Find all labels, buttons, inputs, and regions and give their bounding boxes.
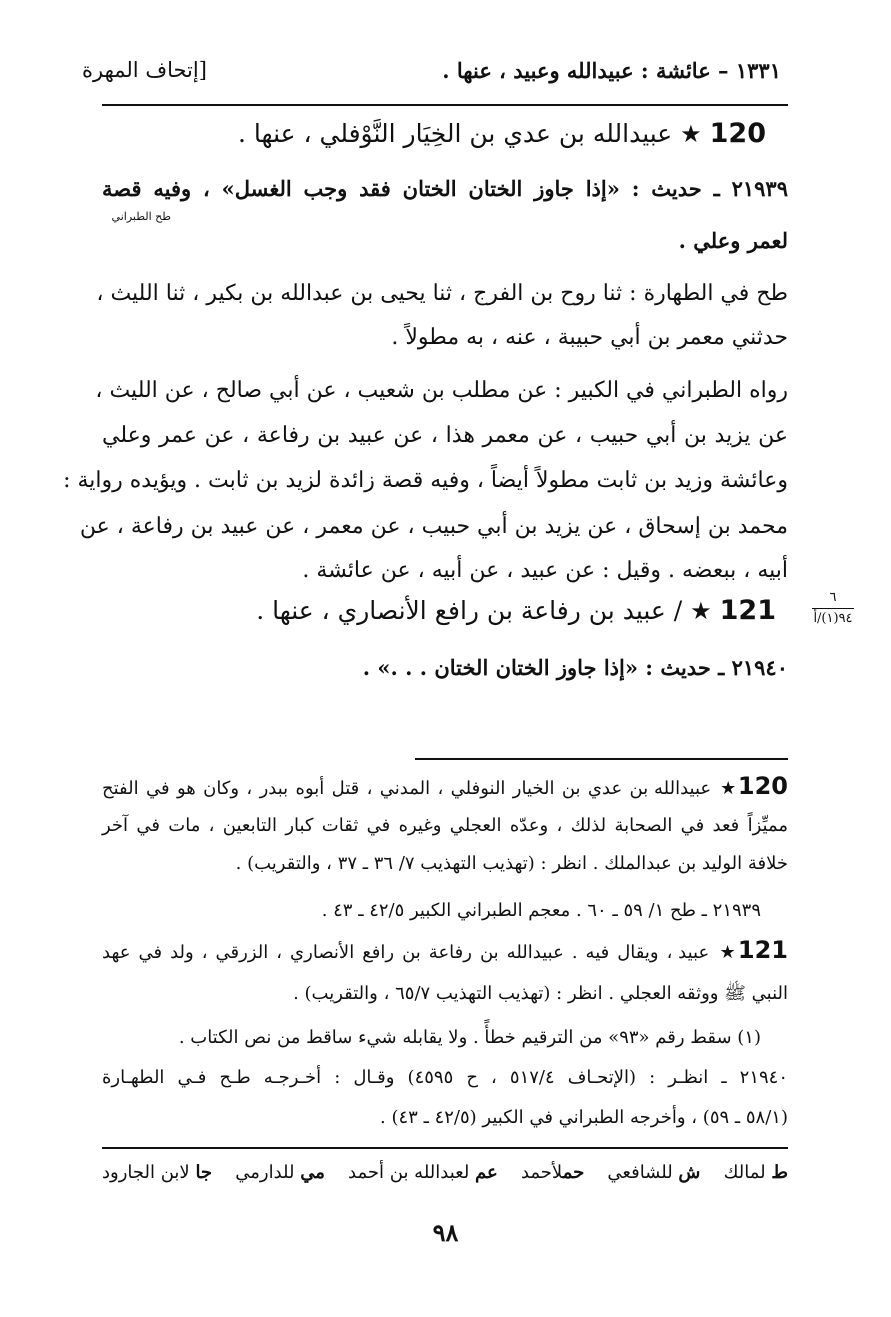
text-line: رواه الطبراني في الكبير : عن مطلب بن شعيب ، عن أبي صالح ، عن الليث ، xyxy=(95,378,788,403)
star-icon: ★ xyxy=(718,778,738,799)
narrator-name: / عبيد بن رفاعة بن رافع الأنصاري ، عنها . xyxy=(256,596,683,625)
footnote-line: النبي ﷺ ووثقه العجلي . انظر : (تهذيب التهذيب ٦٥/٧ ، والتقريب) . xyxy=(293,983,788,1004)
narrator-name: عبيدالله بن عدي بن الخِيَار النَّوْفلي ، عنها . xyxy=(238,119,673,148)
entry-120-heading xyxy=(238,118,766,149)
abbreviation-key xyxy=(102,1162,788,1183)
entry-number: 121 xyxy=(719,595,776,626)
header-rule xyxy=(102,104,788,106)
star-icon: ★ xyxy=(717,942,738,963)
abbreviation-item: جا لابن الجارود xyxy=(102,1162,213,1183)
abbreviation-item: عم لعبدالله بن أحمد xyxy=(348,1162,498,1183)
abbreviation-item: حملأحمد xyxy=(520,1162,585,1183)
footnote-line xyxy=(102,936,788,964)
footnote-rule xyxy=(415,758,788,760)
star-icon: ★ xyxy=(680,120,702,148)
footnote-line: ٢١٩٤٠ ـ انظـر : (الإتحـاف ٥١٧/٤ ، ح ٤٥٩٥) وقـال : أخـرجـه طـح فـي الطهـارة xyxy=(102,1067,789,1088)
folio-bottom: ٩٤(١)/أ xyxy=(813,611,853,626)
abbreviation-item: مي للدارمي xyxy=(235,1162,325,1183)
abbreviation-item: ط لمالك xyxy=(723,1162,788,1183)
footnote-line: (٥٨/١ ـ ٥٩) ، وأخرجه الطبراني في الكبير (٤٢/٥ ـ ٤٣) . xyxy=(380,1107,788,1128)
footnote-text: عبيدالله بن عدي بن الخيار النوفلي ، المدني ، قتل أبوه ببدر ، وكان هو في الفتح xyxy=(102,778,712,799)
abbreviation-rule xyxy=(102,1147,788,1149)
footnote-line: مميِّزاً فعد في الصحابة لذلك ، وعدّه العجلي وغيره في ثقات كبار التابعين ، مات في آخر xyxy=(102,815,788,836)
running-header-title: ١٣٣١ – عائشة : عبيدالله وعبيد ، عنها . xyxy=(442,58,781,83)
manuscript-folio-note xyxy=(812,588,854,629)
text-line: طح في الطهارة : ثنا روح بن الفرج ، ثنا يحيى بن عبدالله بن بكير ، ثنا الليث ، xyxy=(96,281,788,306)
abbreviation-item: ش للشافعي xyxy=(607,1162,701,1183)
folio-top: ٦ xyxy=(829,590,837,605)
star-icon: ★ xyxy=(690,597,712,625)
entry-number: 120 xyxy=(709,118,766,149)
text-line: عن يزيد بن أبي حبيب ، عن معمر هذا ، عن عبيد بن رفاعة ، عن عمر وعلي xyxy=(102,423,788,448)
footnote-number: 121 xyxy=(737,936,788,964)
footnote-number: 120 xyxy=(737,772,788,800)
footnote-line xyxy=(102,772,788,800)
text-line: حدثني معمر بن أبي حبيبة ، عنه ، به مطولاً . xyxy=(391,325,788,350)
footnote-line: ٢١٩٣٩ ـ طح ١/ ٥٩ ـ ٦٠ . معجم الطبراني الكبير ٤٢/٥ ـ ٤٣ . xyxy=(321,900,761,921)
book-title-header: [إتحاف المهرة xyxy=(82,58,207,82)
margin-gloss: طح الطبراني xyxy=(111,210,171,223)
text-line: وعائشة وزيد بن ثابت مطولاً أيضاً ، وفيه قصة زائدة لزيد بن ثابت . ويؤيده رواية : xyxy=(63,468,788,493)
hadith-21939-line: لعمر وعلي . xyxy=(678,228,788,253)
text-line: أبيه ، ببعضه . وقيل : عن عبيد ، عن أبيه ، عن عائشة . xyxy=(302,558,788,583)
footnote-line: (١) سقط رقم «٩٣» من الترقيم خطأً . ولا يقابله شيء ساقط من نص الكتاب . xyxy=(178,1027,761,1048)
text-line: محمد بن إسحاق ، عن يزيد بن أبي حبيب ، عن معمر ، عن عبيد بن رفاعة ، عن xyxy=(79,514,788,539)
hadith-21939-line: ٢١٩٣٩ ـ حديث : «إذا جاوز الختان الختان فقد وجب الغسل» ، وفيه قصة xyxy=(102,176,788,201)
hadith-21940-line: ٢١٩٤٠ ـ حديث : «إذا جاوز الختان الختان . . .» . xyxy=(362,655,788,680)
footnote-line: خلافة الوليد بن عبدالملك . انظر : (تهذيب التهذيب ٧/ ٣٦ ـ ٣٧ ، والتقريب) . xyxy=(235,853,788,874)
entry-121-heading xyxy=(256,595,776,626)
footnote-text: عبيد ، ويقال فيه . عبيدالله بن رفاعة بن رافع الأنصاري ، الزرقي ، ولد في عهد xyxy=(102,942,710,963)
page-number: ٩٨ xyxy=(432,1218,459,1247)
